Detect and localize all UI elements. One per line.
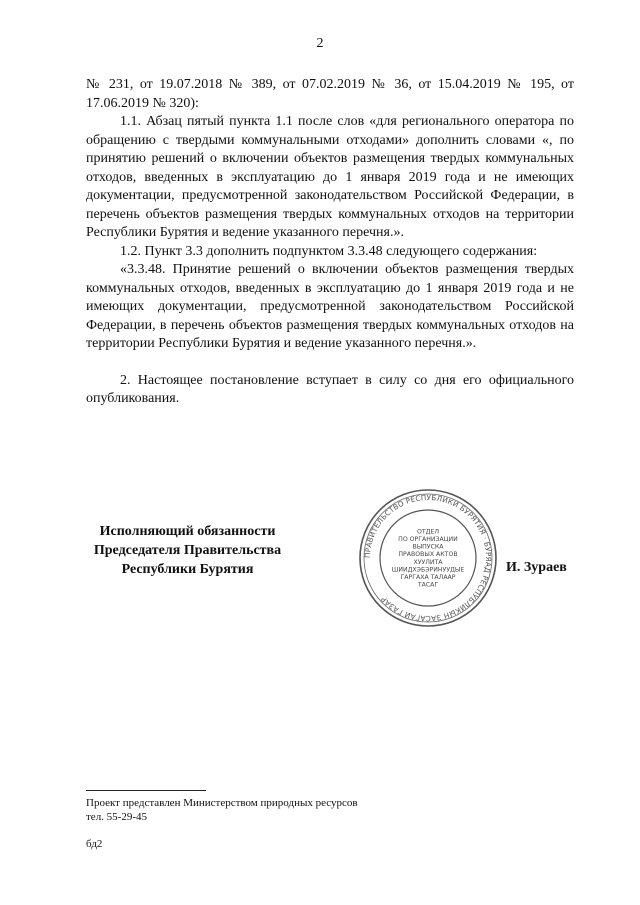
- footnote: [86, 796, 358, 824]
- svg-text:ШИИДХЭБЭРИНУУДЫЕ: ШИИДХЭБЭРИНУУДЫЕ: [391, 566, 465, 574]
- footnote-divider: [86, 790, 206, 791]
- svg-text:ПО ОРГАНИЗАЦИИ: ПО ОРГАНИЗАЦИИ: [398, 536, 458, 543]
- signatory-title-line: Республики Бурятия: [121, 562, 254, 577]
- svg-text:ХУУЛИТА: ХУУЛИТА: [413, 558, 443, 566]
- paragraph-2: 2. Настоящее постановление вступает в силу со дня его официального опубликования.: [86, 372, 574, 406]
- paragraph-1-2: 1.2. Пункт 3.3 дополнить подпунктом 3.3.48 следующего содержания:: [120, 243, 538, 259]
- svg-text:ГАРГАХА ТАЛААР: ГАРГАХА ТАЛААР: [400, 574, 456, 581]
- svg-text:ОТДЕЛ: ОТДЕЛ: [416, 528, 440, 536]
- svg-text:ВЫПУСКА: ВЫПУСКА: [412, 543, 444, 551]
- footnote-project-author: Проект представлен Министерством природных ресурсов: [86, 797, 358, 809]
- signatory-title-line: Исполняющий обязанности: [99, 524, 276, 539]
- paragraph-continuation: № 231, от 19.07.2018 № 389, от 07.02.2019 № 36, от 15.04.2019 № 195, от 17.06.2019 № 320):: [86, 77, 574, 111]
- paragraph-1-1: 1.1. Абзац пятый пункта 1.1 после слов «для регионального оператора по обращению с твердыми коммунальными отходами» дополнить словами «, по принятию решений о включении объектов размещения твердых коммунальных отходов, введенных в эксплуатацию до 1 января 2019 года и не имеющих документации, предусмотренной законодательством Российской Федерации, в перечень объектов размещения твердых коммунальных отходов на территории Республики Бурятия и ведение указанного перечня.».: [86, 114, 574, 240]
- signatory-title: [80, 522, 295, 579]
- official-seal: [358, 488, 498, 628]
- signatory-name: И. Зураев: [506, 560, 567, 575]
- document-body: [86, 76, 574, 409]
- svg-text:ТАСАГ: ТАСАГ: [417, 581, 439, 589]
- svg-text:ПРАВОВЫХ АКТОВ: ПРАВОВЫХ АКТОВ: [398, 551, 458, 559]
- svg-text:ПРАВИТЕЛЬСТВО РЕСПУБЛИКИ БУРЯТ: ПРАВИТЕЛЬСТВО РЕСПУБЛИКИ БУРЯТИЯ · БУРЯАД РЕСПУБЛИКЫН ЗАСАГАЙ ГАЗАР: [362, 492, 494, 624]
- signatory-title-line: Председателя Правительства: [93, 543, 282, 558]
- page-number: 2: [316, 36, 324, 51]
- paragraph-3-3-48: «3.3.48. Принятие решений о включении объектов размещения твердых коммунальных отходов, введенных в эксплуатацию до 1 января 2019 года и не имеющих документации, предусмотренной законодательством Российской Федерации, в перечень объектов размещения твердых коммунальных отходов на территории Республики Бурятия и ведение указанного перечня.».: [86, 262, 574, 351]
- document-code: бд2: [86, 838, 103, 850]
- footnote-phone: тел. 55-29-45: [86, 811, 148, 823]
